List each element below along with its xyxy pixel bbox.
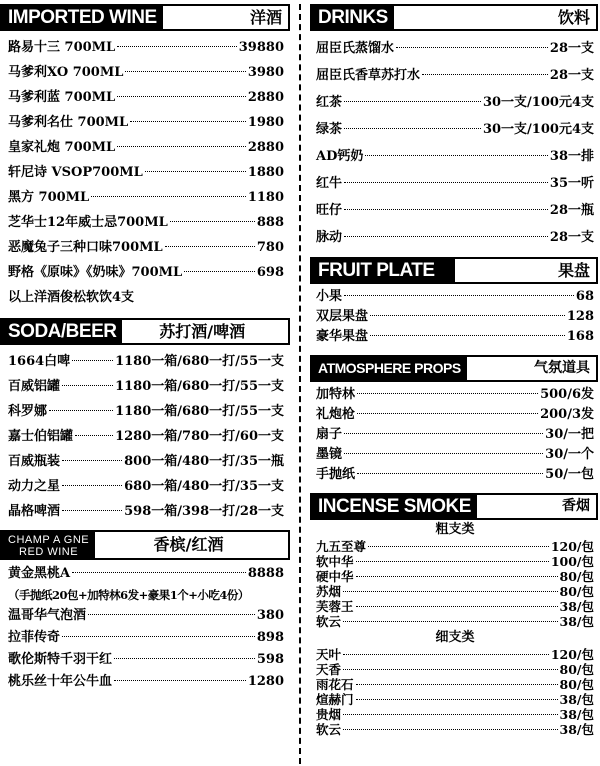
- item-name: 红牛: [316, 176, 343, 191]
- item-price: 500/6发: [540, 387, 594, 402]
- list-item: [316, 614, 594, 629]
- list-item: [316, 116, 594, 143]
- item-name: 皇家礼炮 700ML: [8, 140, 116, 155]
- item-price: 1180: [247, 190, 284, 205]
- list-item: [316, 62, 594, 89]
- item-price: 1180一箱/680一打/55一支: [115, 404, 284, 419]
- item-name: 苏烟: [316, 584, 342, 599]
- list-item: [316, 677, 594, 692]
- list-item: [8, 349, 284, 374]
- list-item: [8, 235, 284, 260]
- list-item: [8, 605, 284, 627]
- list-item: [316, 707, 594, 722]
- item-price: 68: [575, 289, 594, 304]
- list-item: [8, 499, 284, 524]
- incense-title-en: INCENSE SMOKE: [312, 495, 477, 518]
- item-name: 九五至尊: [316, 539, 367, 554]
- list-item: [8, 474, 284, 499]
- item-price: 380: [256, 608, 284, 623]
- drinks-header: [310, 4, 598, 31]
- list-item: [316, 539, 594, 554]
- list-item: [8, 85, 284, 110]
- list-item: [316, 662, 594, 677]
- item-name: 拉菲传奇: [8, 630, 61, 645]
- champagne-title-en: [2, 532, 95, 558]
- list-item: [8, 35, 284, 60]
- item-price: 1880: [247, 165, 284, 180]
- list-item: [316, 599, 594, 614]
- item-name: 温哥华气泡酒: [8, 608, 87, 623]
- item-name: 双层果盘: [316, 309, 369, 324]
- soda-beer-header: [0, 318, 290, 345]
- item-name: 野格《原味》《奶味》700ML: [8, 265, 183, 280]
- item-name: 歌伦斯特千羽干红: [8, 652, 113, 667]
- item-price: 800一箱/480一打/35一瓶: [124, 454, 284, 469]
- list-item: [8, 135, 284, 160]
- atmosphere-header: [310, 355, 598, 382]
- item-price: 100/包: [550, 554, 594, 569]
- item-price: 598一箱/398一打/28一支: [124, 504, 284, 519]
- list-item: [8, 671, 284, 693]
- list-item: [316, 554, 594, 569]
- item-name: 屈臣氏蒸馏水: [316, 41, 395, 56]
- item-price: 888: [256, 215, 284, 230]
- item-price: 680一箱/480一打/35一支: [124, 479, 284, 494]
- item-price: 1180一箱/680一打/55一支: [115, 379, 284, 394]
- champagne-title-en-2: RED WINE: [19, 546, 79, 558]
- fruit-plate-title-en: FRUIT PLATE: [312, 259, 455, 282]
- item-name: 科罗娜: [8, 404, 48, 419]
- imported-wine-header: [0, 4, 290, 31]
- list-item: [8, 627, 284, 649]
- list-item: [316, 445, 594, 465]
- item-name: 芝华士12年威士忌700ML: [8, 215, 168, 230]
- list-item: [8, 110, 284, 135]
- item-name: 脉动: [316, 230, 343, 245]
- item-name: 晶格啤酒: [8, 504, 61, 519]
- list-item: [316, 722, 594, 737]
- soda-beer-list: [0, 345, 290, 524]
- item-name: 软云: [316, 722, 342, 737]
- item-name: 恶魔兔子三种口味700ML: [8, 240, 163, 255]
- list-item: [8, 260, 284, 285]
- list-item: [316, 287, 594, 307]
- item-price: 200/3发: [540, 407, 594, 422]
- item-name: 嘉士伯铝罐: [8, 429, 74, 444]
- list-item: [316, 569, 594, 584]
- imported-wine-title-en: IMPORTED WINE: [2, 6, 163, 29]
- item-name: 马爹利蓝 700ML: [8, 90, 116, 105]
- item-name: 动力之星: [8, 479, 61, 494]
- item-name: 黄金黑桃A: [8, 566, 71, 581]
- item-price: 80/包: [559, 677, 594, 692]
- item-price: 3980: [247, 65, 284, 80]
- incense-list: [310, 520, 598, 737]
- item-name: 墨镜: [316, 447, 343, 462]
- item-name: 旺仔: [316, 203, 343, 218]
- list-item: [8, 60, 284, 85]
- atmosphere-title-en: ATMOSPHERE PROPS: [312, 357, 467, 380]
- list-item: [316, 385, 594, 405]
- item-name: 黑方 700ML: [8, 190, 90, 205]
- list-item: [316, 647, 594, 662]
- list-item: [8, 374, 284, 399]
- item-name: 硬中华: [316, 569, 354, 584]
- item-price: 30/一个: [545, 447, 594, 462]
- list-item: [316, 584, 594, 599]
- item-price: 698: [256, 265, 284, 280]
- champagne-list: [0, 560, 290, 693]
- list-item: [316, 307, 594, 327]
- fruit-plate-header: [310, 257, 598, 284]
- list-item: [316, 170, 594, 197]
- item-price: 80/包: [559, 662, 594, 677]
- fruit-plate-title-cn: 果盘: [557, 261, 590, 280]
- item-price: 1280一箱/780一打/60一支: [115, 429, 284, 444]
- item-price: 2880: [247, 90, 284, 105]
- item-price: 39880: [238, 40, 284, 55]
- item-price: 168: [566, 329, 594, 344]
- atmosphere-list: [310, 382, 598, 485]
- list-item: [316, 89, 594, 116]
- item-price: 1280: [247, 674, 284, 689]
- list-item: [316, 405, 594, 425]
- item-price: 128: [566, 309, 594, 324]
- list-item: [8, 563, 284, 585]
- item-name: 桃乐丝十年公牛血: [8, 674, 113, 689]
- thick-category-label: 粗支类: [435, 522, 475, 537]
- list-item: [8, 424, 284, 449]
- champagne-title-cn: 香槟/红酒: [153, 535, 224, 554]
- item-name: 天香: [316, 662, 342, 677]
- item-price: 1980: [247, 115, 284, 130]
- list-item: [316, 35, 594, 62]
- drinks-title-cn: 饮料: [557, 8, 590, 27]
- item-price: 2880: [247, 140, 284, 155]
- item-name: 贵烟: [316, 707, 342, 722]
- item-price: 598: [256, 652, 284, 667]
- item-name: 1664白啤: [8, 354, 71, 369]
- left-column: [0, 0, 290, 693]
- item-price: 1180一箱/680一打/55一支: [115, 354, 284, 369]
- item-price: 38/包: [559, 599, 594, 614]
- item-price: 30一支/100元4支: [482, 95, 594, 110]
- item-name: AD钙奶: [316, 149, 364, 164]
- item-price: 35一听: [549, 176, 594, 191]
- list-item: [8, 449, 284, 474]
- item-price: 28一支: [549, 230, 594, 245]
- list-item: [8, 185, 284, 210]
- list-item: [316, 425, 594, 445]
- item-price: 38/包: [559, 692, 594, 707]
- champagne-note: （手抛纸20包+加特林6发+豪果1个+小吃4份）: [8, 588, 249, 602]
- item-name: 加特林: [316, 387, 356, 402]
- item-price: 38/包: [559, 707, 594, 722]
- item-name: 轩尼诗 VSOP700ML: [8, 165, 143, 180]
- list-item: [8, 160, 284, 185]
- incense-header: [310, 493, 598, 520]
- list-item: [316, 327, 594, 347]
- item-price: 898: [256, 630, 284, 645]
- item-name: 礼炮枪: [316, 407, 356, 422]
- list-item: [316, 224, 594, 251]
- list-item: [316, 465, 594, 485]
- item-name: 百威瓶装: [8, 454, 61, 469]
- item-name: 软云: [316, 614, 342, 629]
- item-name: 芙蓉王: [316, 599, 354, 614]
- item-price: 38一排: [549, 149, 594, 164]
- item-name: 马爹利名仕 700ML: [8, 115, 129, 130]
- item-name: 路易十三 700ML: [8, 40, 116, 55]
- item-name: 红茶: [316, 95, 343, 110]
- thin-category-label: 细支类: [435, 630, 475, 645]
- item-name: 豪华果盘: [316, 329, 369, 344]
- item-price: 120/包: [550, 539, 594, 554]
- item-price: 50/一包: [545, 467, 594, 482]
- list-item: [8, 649, 284, 671]
- soda-beer-title-en: SODA/BEER: [2, 320, 122, 343]
- item-name: 软中华: [316, 554, 354, 569]
- imported-wine-list: [0, 31, 290, 310]
- item-price: 30/一把: [545, 427, 594, 442]
- champagne-title-en-1: CHAMP A GNE: [8, 534, 90, 546]
- item-price: 38/包: [559, 722, 594, 737]
- item-name: 绿茶: [316, 122, 343, 137]
- item-name: 扇子: [316, 427, 343, 442]
- item-price: 28一支: [549, 41, 594, 56]
- imported-wine-note: 以上洋酒俊松软饮4支: [8, 290, 135, 305]
- item-price: 28一支: [549, 68, 594, 83]
- item-price: 80/包: [559, 584, 594, 599]
- soda-beer-title-cn: 苏打酒/啤酒: [159, 322, 246, 341]
- right-column: [310, 0, 598, 737]
- item-name: 屈臣氏香草苏打水: [316, 68, 421, 83]
- item-price: 28一瓶: [549, 203, 594, 218]
- list-item: [316, 143, 594, 170]
- item-price: 780: [256, 240, 284, 255]
- item-price: 80/包: [559, 569, 594, 584]
- item-name: 天叶: [316, 647, 342, 662]
- column-divider: [299, 4, 301, 764]
- fruit-plate-list: [310, 284, 598, 347]
- item-price: 120/包: [550, 647, 594, 662]
- list-item: [8, 399, 284, 424]
- item-name: 雨花石: [316, 677, 354, 692]
- item-price: 38/包: [559, 614, 594, 629]
- item-name: 煊赫门: [316, 692, 354, 707]
- item-price: 30一支/100元4支: [482, 122, 594, 137]
- champagne-header: [0, 530, 290, 560]
- item-name: 百威铝罐: [8, 379, 61, 394]
- drinks-list: [310, 31, 598, 251]
- list-item: [316, 692, 594, 707]
- list-item: [8, 210, 284, 235]
- item-name: 手抛纸: [316, 467, 356, 482]
- incense-title-cn: 香烟: [562, 498, 590, 514]
- imported-wine-title-cn: 洋酒: [249, 8, 282, 27]
- item-name: 小果: [316, 289, 343, 304]
- list-item: [316, 197, 594, 224]
- atmosphere-title-cn: 气氛道具: [534, 360, 590, 376]
- item-name: 马爹利XO 700ML: [8, 65, 124, 80]
- drinks-title-en: DRINKS: [312, 6, 394, 29]
- item-price: 8888: [247, 566, 284, 581]
